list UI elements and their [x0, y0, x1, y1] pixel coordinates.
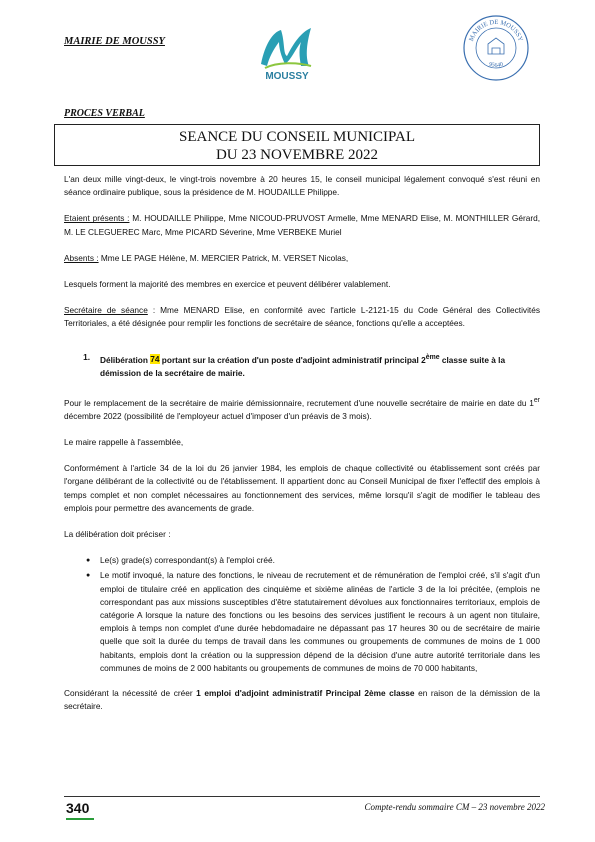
section-number: 1.	[83, 351, 90, 362]
considerant-bold: 1 emploi d'adjoint administratif Principal 2ème classe	[196, 688, 415, 699]
title-box	[54, 124, 540, 166]
title-line-2: DU 23 NOVEMBRE 2022	[215, 147, 379, 163]
absents-paragraph	[64, 252, 540, 265]
absents-label: Absents :	[64, 252, 99, 263]
presents-text: M. HOUDAILLE Philippe, Mme NICOUD-PRUVOST Armelle, Mme MENARD Elise, M. MONTHILLER Gérard, M. LE CLEGUEREC Marc, Mme PICARD Séverine, Mme VERBEKE Muriel	[64, 213, 540, 237]
title-line-1: SEANCE DU CONSEIL MUNICIPAL	[179, 129, 415, 145]
absents-text: Mme LE PAGE Hélène, M. MERCIER Patrick, M. VERSET Nicolas,	[98, 252, 349, 263]
bullet-list	[88, 554, 540, 675]
list-item: ● Le motif invoqué, la nature des fonctions, le niveau de recrutement et de rémunération de l'emploi créé, s'il s'agit d'un emploi de titulaire créé en application des cinquième et sixième alinéas de l'article 3 de la loi précitée, (emplois ne correspondant pas aux missions susceptibles d'être statutairement dévolues aux fonctionnaires territoriaux, emplois de catégorie A lorsque la nature des fonctions ou les besoins des services justifient le recours à un agent non titulaire, emplois à temps non complet d'une durée hebdomadaire ne dépassant pas 17 heures 30 ou de secrétaire de mairie quelle que soit la durée du temps de travail dans les communes ou groupements de communes de moins de 1 000 habitants, emplois dont la création ou la suppression dépend de la décision d'une autre autorité territoriale dans les communes de moins de 2 000 habitants ou groupements de communes de moins de 70 000 habitants,	[88, 569, 540, 675]
mairie-seal	[462, 14, 530, 82]
replacement-paragraph: Pour le remplacement de la secrétaire de mairie démissionnaire, recrutement d'une nouvelle secrétaire de mairie en date du 1er décembre 2022 (possibilité de l'employeur actuel d'imposer d'un préavis de 3 mois).	[64, 396, 540, 421]
mairie-header: MAIRIE DE MOUSSY	[64, 36, 165, 47]
secretary-label: Secrétaire de séance	[64, 305, 148, 316]
document-body	[64, 173, 540, 726]
list-item: ● Le(s) grade(s) correspondant(s) à l'emploi créé.	[88, 554, 540, 567]
secretary-paragraph	[64, 304, 540, 330]
section-title-text: Délibération 74 portant sur la création d'un poste d'adjoint administratif principal 2ème classe suite à la démission de la secrétaire de mairie.	[100, 353, 506, 378]
section-1-heading	[64, 351, 540, 380]
secretary-text: : Mme MENARD Elise, en conformité avec l'article L-2121-15 du Code Général des Collectivités Territoriales, a été désignée pour remplir les fonctions de secrétaire de séance, fonctions qu'elle a acceptées.	[64, 305, 540, 329]
seal-top-text: MAIRIE DE MOUSSY	[468, 18, 524, 43]
presents-paragraph	[64, 212, 540, 238]
quorum-paragraph: Lesquels forment la majorité des membres en exercice et peuvent délibérer valablement.	[64, 279, 391, 290]
considerant-paragraph: Considérant la nécessité de créer 1 emploi d'adjoint administratif Principal 2ème classe en raison de la démission de la secrétaire.	[64, 688, 541, 712]
page-number: 340	[66, 800, 90, 816]
logo-text: MOUSSY	[265, 71, 309, 82]
intro-paragraph: L'an deux mille vingt-deux, le vingt-trois novembre à 20 heures 15, le conseil municipal légalement convoqué s'est réuni en séance ordinaire publique, sous la présidence de M. HOUDAILLE Philippe.	[64, 174, 540, 198]
footer-divider	[64, 796, 540, 797]
moussy-logo-icon	[247, 22, 327, 84]
page-number-underline	[66, 818, 94, 820]
moussy-logo	[247, 22, 327, 84]
rappel-paragraph: Le maire rappelle à l'assemblée,	[64, 436, 184, 447]
footer-caption: Compte-rendu sommaire CM – 23 novembre 2022	[364, 802, 545, 812]
preciser-paragraph: La délibération doit préciser :	[64, 528, 171, 539]
seal-bottom-text: 95640	[488, 61, 504, 69]
presents-label: Etaient présents :	[64, 213, 130, 224]
svg-text:95640	[488, 62, 504, 69]
proces-verbal-label: PROCES VERBAL	[64, 108, 145, 119]
deliberation-number-highlight: 74	[150, 354, 160, 365]
conforme-paragraph: Conformément à l'article 34 de la loi du 26 janvier 1984, les emplois de chaque collectivité ou établissement sont créés par l'organe délibérant de la collectivité ou de l'établissement. Il appartient donc au Conseil Municipal de fixer l'effectif des emplois à temps complet et non complet nécessaires au fonctionnement des services, même lorsqu'il s'agit de modifier le tableau des emplois pour permettre des avancements de grade.	[64, 463, 540, 513]
seal-stamp-icon	[462, 14, 530, 82]
